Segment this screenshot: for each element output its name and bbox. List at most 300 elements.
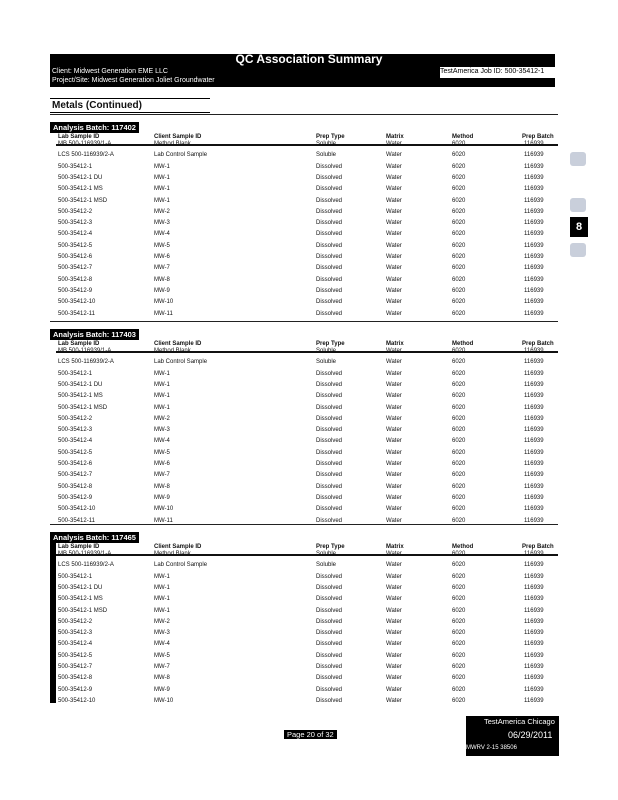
page-number: Page 20 of 32 [284, 730, 337, 739]
table-cell: 6020 [452, 359, 466, 366]
table-cell: MW-10 [154, 697, 174, 704]
table-cell: MW-7 [154, 664, 170, 670]
table-cell: Dissolved [316, 630, 343, 637]
table-row [50, 393, 558, 403]
table-row [50, 299, 558, 309]
table-cell: Lab Control Sample [154, 562, 208, 569]
table-row [50, 288, 558, 298]
table-cell: 6020 [452, 483, 466, 490]
table-cell: 6020 [452, 310, 466, 317]
table-cell: Water [386, 427, 402, 434]
table-cell: MW-7 [154, 265, 170, 272]
table-cell: 500-35412-7 [58, 265, 93, 272]
table-cell: Water [386, 242, 402, 249]
table-cell: Water [386, 186, 402, 193]
table-cell: MB 500-116939/1-A [58, 551, 112, 557]
table-cell: MW-1 [154, 381, 170, 388]
table-cell: 500-35412-8 [58, 483, 93, 490]
table-cell: 500-35412-1 MS [58, 393, 103, 400]
table-cell: MW-3 [154, 220, 170, 227]
table-cell: Water [386, 449, 402, 456]
table-cell: Water [386, 573, 402, 580]
table-cell: Water [386, 370, 402, 377]
table-cell: Dissolved [316, 494, 343, 501]
table-cell: 6020 [452, 299, 466, 306]
table-cell: 6020 [452, 141, 466, 147]
table-cell: 116939 [524, 348, 544, 354]
section-title: Metals (Continued) [50, 98, 210, 113]
column-header: Prep Batch [522, 544, 554, 550]
table-cell: Water [386, 562, 402, 569]
table-row [50, 687, 558, 697]
side-tab-marker-bottom [570, 243, 586, 257]
table-cell: 6020 [452, 415, 466, 422]
batch-title: Analysis Batch: 117403 [50, 329, 139, 340]
table-cell: 500-35412-1 MSD [58, 404, 108, 411]
table-row [50, 641, 558, 651]
analysis-batch [50, 527, 558, 704]
table-cell: 6020 [452, 220, 466, 227]
table-cell: 116939 [524, 607, 544, 614]
table-cell: 6020 [452, 551, 466, 557]
table-cell: 6020 [452, 393, 466, 400]
side-tab-marker [570, 198, 586, 212]
table-cell: Dissolved [316, 461, 343, 467]
table-cell: 6020 [452, 197, 466, 204]
table-cell: Dissolved [316, 427, 343, 434]
table-cell: Water [386, 630, 402, 637]
table-cell: 6020 [452, 675, 466, 682]
table-cell: Dissolved [316, 517, 343, 524]
table-cell: Dissolved [316, 675, 343, 682]
table-cell: 116939 [524, 697, 544, 704]
table-cell: MW-7 [154, 472, 170, 479]
table-row [50, 596, 558, 606]
table-cell: MW-11 [154, 310, 173, 317]
table-cell: 116939 [524, 231, 544, 238]
table-cell: 500-35412-11 [58, 310, 95, 317]
table-cell: 500-35412-5 [58, 449, 93, 456]
table-cell: 500-35412-1 DU [58, 381, 103, 388]
table-cell: 116939 [524, 359, 544, 366]
table-cell: 116939 [524, 449, 544, 456]
table-cell: Dissolved [316, 506, 343, 513]
section-tab: 8 [570, 217, 588, 237]
table-row [50, 243, 558, 253]
table-cell: Dissolved [316, 287, 343, 294]
table-row [50, 472, 558, 482]
table-cell: 500-35412-1 [58, 163, 93, 170]
table-cell: 116939 [524, 287, 544, 294]
table-cell: 116939 [524, 254, 544, 260]
table-cell: Water [386, 415, 402, 422]
table-cell: Water [386, 404, 402, 411]
table-cell: Water [386, 287, 402, 294]
table-cell: MW-1 [154, 596, 170, 603]
table-cell: MW-4 [154, 231, 170, 238]
column-header: Client Sample ID [154, 341, 202, 347]
table-cell: 500-35412-4 [58, 231, 93, 238]
table-cell: Dissolved [316, 596, 343, 603]
table-cell: Water [386, 276, 402, 283]
table-row [50, 348, 558, 358]
table-cell: Water [386, 381, 402, 388]
table-cell: 500-35412-1 MS [58, 186, 103, 193]
table-cell: MW-1 [154, 197, 170, 204]
table-cell: 500-35412-3 [58, 427, 93, 434]
batch-top-rule [50, 114, 558, 115]
table-cell: 500-35412-9 [58, 287, 93, 294]
table-cell: Dissolved [316, 573, 343, 580]
table-cell: Water [386, 359, 402, 366]
table-cell: 116939 [524, 584, 544, 591]
table-cell: Water [386, 584, 402, 591]
client-name: Client: Midwest Generation EME LLC [52, 68, 168, 75]
table-row [50, 484, 558, 494]
table-cell: 500-35412-5 [58, 652, 93, 659]
footer-date: 06/29/2011 [508, 730, 553, 740]
table-cell: 6020 [452, 163, 466, 170]
table-cell: 6020 [452, 664, 466, 670]
table-row [50, 231, 558, 241]
table-row [50, 518, 558, 528]
table-cell: MW-9 [154, 686, 170, 693]
table-cell: 116939 [524, 393, 544, 400]
table-cell: MW-3 [154, 427, 170, 434]
table-cell: 116939 [524, 630, 544, 637]
table-row [50, 141, 558, 151]
table-row [50, 653, 558, 663]
table-cell: 116939 [524, 686, 544, 693]
table-cell: 6020 [452, 174, 466, 181]
table-cell: 116939 [524, 562, 544, 569]
table-cell: Dissolved [316, 254, 343, 260]
table-row [50, 405, 558, 415]
table-cell: 6020 [452, 686, 466, 693]
column-header: Client Sample ID [154, 134, 202, 140]
table-cell: Water [386, 299, 402, 306]
table-cell: 500-35412-1 MSD [58, 607, 108, 614]
column-header: Method [452, 134, 474, 140]
table-cell: Water [386, 197, 402, 204]
table-cell: Soluble [316, 551, 337, 557]
table-cell: Dissolved [316, 310, 343, 317]
table-cell: 116939 [524, 517, 544, 524]
table-cell: Soluble [316, 348, 337, 354]
table-cell: Water [386, 348, 402, 354]
table-cell: 6020 [452, 265, 466, 272]
table-cell: 500-35412-8 [58, 675, 93, 682]
table-cell: Dissolved [316, 370, 343, 377]
table-cell: MW-9 [154, 287, 170, 294]
table-cell: 500-35412-9 [58, 686, 93, 693]
table-row [50, 574, 558, 584]
table-cell: Water [386, 517, 402, 524]
table-cell: Water [386, 208, 402, 215]
column-header: Method [452, 544, 474, 550]
table-row [50, 585, 558, 595]
table-cell: Dissolved [316, 618, 343, 625]
table-cell: Water [386, 618, 402, 625]
table-cell: Water [386, 461, 402, 467]
table-cell: 116939 [524, 186, 544, 193]
table-cell: 116939 [524, 427, 544, 434]
table-row [50, 382, 558, 392]
column-header: Prep Batch [522, 341, 554, 347]
table-cell: MW-1 [154, 573, 170, 580]
table-row [50, 220, 558, 230]
table-cell: Dissolved [316, 381, 343, 388]
table-cell: MW-1 [154, 174, 170, 181]
table-cell: 6020 [452, 618, 466, 625]
table-cell: Lab Control Sample [154, 359, 208, 366]
table-cell: Dissolved [316, 449, 343, 456]
table-cell: 6020 [452, 652, 466, 659]
table-cell: 116939 [524, 174, 544, 181]
table-cell: Dissolved [316, 607, 343, 614]
table-cell: Water [386, 438, 402, 445]
table-cell: 116939 [524, 494, 544, 501]
table-cell: 6020 [452, 370, 466, 377]
table-cell: MW-8 [154, 276, 170, 283]
analysis-batch [50, 324, 558, 524]
table-cell: MW-2 [154, 618, 170, 625]
table-row [50, 562, 558, 572]
table-cell: Dissolved [316, 299, 343, 306]
column-header: Lab Sample ID [58, 341, 100, 347]
table-cell: MW-9 [154, 494, 170, 501]
footer-code: MWRV 2-15 38506 [466, 745, 517, 751]
table-cell: 116939 [524, 276, 544, 283]
page-title: QC Association Summary [235, 52, 383, 66]
table-row [50, 551, 558, 561]
table-cell: 6020 [452, 348, 466, 354]
table-cell: 6020 [452, 584, 466, 591]
table-cell: 116939 [524, 163, 544, 170]
table-cell: MW-2 [154, 415, 170, 422]
table-cell: Dissolved [316, 404, 343, 411]
table-cell: Dissolved [316, 174, 343, 181]
table-row [50, 371, 558, 381]
table-row [50, 359, 558, 369]
table-cell: 500-35412-9 [58, 494, 93, 501]
table-row [50, 619, 558, 629]
table-cell: Water [386, 652, 402, 659]
table-cell: Dissolved [316, 242, 343, 249]
table-cell: Dissolved [316, 415, 343, 422]
table-cell: Water [386, 393, 402, 400]
table-cell: 116939 [524, 299, 544, 306]
table-cell: Dissolved [316, 276, 343, 283]
table-cell: Water [386, 265, 402, 272]
table-row [50, 311, 558, 321]
table-cell: 116939 [524, 472, 544, 479]
table-row [50, 152, 558, 162]
table-cell: 6020 [452, 506, 466, 513]
table-cell: 6020 [452, 517, 466, 524]
table-cell: 116939 [524, 573, 544, 580]
table-cell: 116939 [524, 404, 544, 411]
table-cell: Water [386, 664, 402, 670]
table-cell: 116939 [524, 675, 544, 682]
table-cell: MW-3 [154, 630, 170, 637]
table-cell: Dissolved [316, 208, 343, 215]
table-cell: 500-35412-6 [58, 461, 93, 467]
table-cell: Water [386, 551, 402, 557]
table-cell: MW-1 [154, 393, 170, 400]
table-row [50, 198, 558, 208]
table-cell: 500-35412-1 DU [58, 174, 103, 181]
table-cell: MW-8 [154, 675, 170, 682]
table-cell: 116939 [524, 664, 544, 670]
table-cell: Water [386, 596, 402, 603]
table-cell: 116939 [524, 370, 544, 377]
table-cell: MW-10 [154, 506, 174, 513]
table-cell: Method Blank [154, 551, 191, 557]
table-cell: Method Blank [154, 141, 191, 147]
table-cell: Water [386, 686, 402, 693]
table-cell: 116939 [524, 242, 544, 249]
table-cell: 116939 [524, 641, 544, 648]
table-cell: Soluble [316, 141, 337, 147]
table-cell: 116939 [524, 265, 544, 272]
table-cell: 6020 [452, 404, 466, 411]
column-header: Prep Type [316, 134, 345, 140]
table-cell: Water [386, 483, 402, 490]
table-cell: MW-1 [154, 186, 170, 193]
table-cell: 6020 [452, 152, 466, 159]
table-row [50, 277, 558, 287]
table-cell: 500-35412-2 [58, 618, 93, 625]
table-cell: 500-35412-8 [58, 276, 93, 283]
table-cell: 500-35412-10 [58, 299, 96, 306]
table-cell: 116939 [524, 152, 544, 159]
table-row [50, 630, 558, 640]
table-cell: MW-10 [154, 299, 174, 306]
table-cell: Water [386, 174, 402, 181]
table-cell: 6020 [452, 641, 466, 648]
table-cell: MW-8 [154, 483, 170, 490]
table-cell: MW-5 [154, 242, 170, 249]
table-cell: 6020 [452, 381, 466, 388]
table-cell: 116939 [524, 208, 544, 215]
column-header: Matrix [386, 134, 404, 140]
table-row [50, 209, 558, 219]
table-cell: Dissolved [316, 483, 343, 490]
table-row [50, 438, 558, 448]
table-cell: Dissolved [316, 163, 343, 170]
table-cell: Water [386, 494, 402, 501]
table-cell: 6020 [452, 208, 466, 215]
table-cell: 116939 [524, 381, 544, 388]
table-cell: Water [386, 231, 402, 238]
table-cell: 6020 [452, 461, 466, 467]
table-cell: 500-35412-4 [58, 438, 93, 445]
table-cell: Water [386, 506, 402, 513]
table-row [50, 450, 558, 460]
column-header: Lab Sample ID [58, 134, 100, 140]
table-cell: 500-35412-2 [58, 415, 93, 422]
table-cell: 6020 [452, 186, 466, 193]
footer-box [466, 716, 559, 756]
table-cell: 6020 [452, 242, 466, 249]
table-cell: 500-35412-7 [58, 664, 93, 670]
table-cell: 6020 [452, 276, 466, 283]
table-cell: 500-35412-10 [58, 697, 96, 704]
table-cell: MW-4 [154, 438, 170, 445]
table-cell: Water [386, 220, 402, 227]
table-cell: 116939 [524, 461, 544, 467]
column-header: Prep Batch [522, 134, 554, 140]
table-cell: Dissolved [316, 197, 343, 204]
table-cell: 500-35412-2 [58, 208, 93, 215]
batch-top-rule [50, 524, 558, 525]
table-cell: Water [386, 697, 402, 704]
table-cell: Dissolved [316, 664, 343, 670]
table-cell: 500-35412-1 DU [58, 584, 103, 591]
column-header: Matrix [386, 544, 404, 550]
table-cell: 116939 [524, 438, 544, 445]
table-row [50, 608, 558, 618]
table-row [50, 186, 558, 196]
table-cell: 500-35412-1 MS [58, 596, 103, 603]
table-cell: 6020 [452, 607, 466, 614]
table-cell: MW-1 [154, 607, 170, 614]
table-cell: 500-35412-6 [58, 254, 93, 260]
table-row [50, 416, 558, 426]
table-row [50, 265, 558, 275]
table-cell: Dissolved [316, 641, 343, 648]
table-cell: Water [386, 472, 402, 479]
table-cell: Dissolved [316, 472, 343, 479]
table-row [50, 698, 558, 708]
table-cell: MW-1 [154, 370, 170, 377]
scan-edge-bar [50, 543, 56, 703]
table-cell: Dissolved [316, 652, 343, 659]
table-cell: Method Blank [154, 348, 191, 354]
table-cell: 500-35412-1 [58, 370, 93, 377]
footer-lab: TestAmerica Chicago [484, 717, 555, 726]
table-cell: 500-35412-11 [58, 517, 95, 524]
batch-title: Analysis Batch: 117465 [50, 532, 139, 543]
table-row [50, 427, 558, 437]
table-cell: 6020 [452, 472, 466, 479]
table-cell: 116939 [524, 415, 544, 422]
table-cell: 116939 [524, 483, 544, 490]
table-cell: LCS 500-116939/2-A [58, 152, 114, 159]
table-cell: 116939 [524, 141, 544, 147]
table-cell: Lab Control Sample [154, 152, 208, 159]
table-cell: Dissolved [316, 686, 343, 693]
table-row [50, 495, 558, 505]
column-header: Matrix [386, 341, 404, 347]
table-cell: 6020 [452, 254, 466, 260]
column-header: Client Sample ID [154, 544, 202, 550]
table-cell: MW-1 [154, 404, 170, 411]
table-cell: 116939 [524, 596, 544, 603]
table-cell: MW-2 [154, 208, 170, 215]
column-header: Prep Type [316, 341, 345, 347]
table-cell: 500-35412-10 [58, 506, 96, 513]
table-cell: MB 500-116939/1-A [58, 348, 112, 354]
table-cell: Water [386, 675, 402, 682]
table-cell: Soluble [316, 359, 337, 366]
table-cell: Water [386, 641, 402, 648]
table-cell: 6020 [452, 562, 466, 569]
table-cell: 500-35412-3 [58, 630, 93, 637]
table-cell: Dissolved [316, 438, 343, 445]
table-cell: Water [386, 141, 402, 147]
